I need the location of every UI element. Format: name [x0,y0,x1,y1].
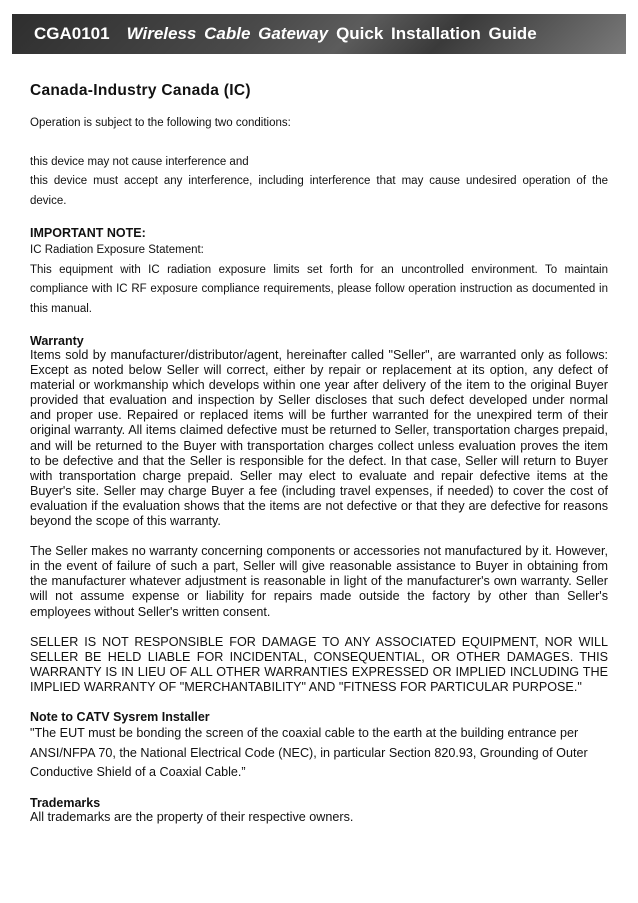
page-header-banner [12,14,626,54]
warranty-heading: Warranty [30,334,84,348]
ic-title: Canada-Industry Canada (IC) [30,82,251,99]
trademarks-body: All trademarks are the property of their respective owners. [30,809,354,824]
warranty-paragraph-1: Items sold by manufacturer/distributor/agent, hereinafter called "Seller", are warranted only as follows: Except as noted below Seller will correct, either by repair or replacement at its option, any defect of material or workmanship which develops within one year after delivery of the item to the original Buyer provided that evaluation and inspection by Seller discloses that such defect developed under normal and proper use. Repaired or replaced items will be further warranted for the unexpired term of their original warranty. All items claimed defective must be returned to Seller, transportation charges prepaid, and will be returned to the Buyer with transportation charges collect unless evaluation proves the item to be defective and that the Seller is responsible for the defect. In that case, Seller will return to Buyer with transportation charge prepaid. Seller may elect to evaluate and repair defective items at the Buyer's site. Seller may charge Buyer a fee (including travel expenses, if needed) to cover the cost of evaluation if the evaluation shows that the items are not defective or that they are defective for reasons beyond the scope of this warranty. [30,348,608,529]
document-body [30,82,608,825]
note-section [30,241,608,319]
warranty-paragraph-3: SELLER IS NOT RESPONSIBLE FOR DAMAGE TO ANY ASSOCIATED EQUIPMENT, NOR WILL SELLER BE HELD LIABLE FOR INCIDENTAL, CONSEQUENTIAL, OR OTHER DAMAGES. THIS WARRANTY IS IN LIEU OF ALL OTHER WARRANTIES EXPRESSED OR IMPLIED INCLUDING THE IMPLIED WARRANTY OF "MERCHANTABILITY" AND "FITNESS FOR PARTICULAR PURPOSE." [30,634,608,694]
catv-body: "The EUT must be bonding the screen of the coaxial cable to the earth at the building entrance per ANSI/NFPA 70, the National Electrical Code (NEC), in particular Section 820.93, Grounding of Outer Conductive Shield of a Coaxial Cable.” [30,725,588,780]
header-product: Wireless Cable Gateway [126,24,329,43]
ic-section [30,114,608,211]
ic-condition-1: this device may not cause interference and [30,155,249,168]
note-subheading: IC Radiation Exposure Statement: [30,244,204,256]
note-heading: IMPORTANT NOTE: [30,226,146,240]
header-model: CGA0101 [34,24,110,43]
note-body: This equipment with IC radiation exposure limits set forth for an uncontrolled environment. To maintain compliance with IC RF exposure compliance requirements, please follow operation instruction as documented in this manual. [30,263,608,315]
ic-condition-2: this device must accept any interference, including interference that may cause undesired operation of the device. [30,175,608,207]
ic-intro: Operation is subject to the following two conditions: [30,117,291,129]
trademarks-heading: Trademarks [30,795,101,810]
catv-heading: Note to CATV Sysrem Installer [30,709,210,724]
header-guide: Quick Installation Guide [336,24,537,43]
warranty-paragraph-2: The Seller makes no warranty concerning components or accessories not manufactured by it. However, in the event of failure of such a part, Seller will give reasonable assistance to Buyer in obtaining from the manufacturer whatever adjustment is reasonable in light of the manufacturer's own warranty. Seller will not assume expense or liability for repairs made outside the factory by other than Seller's employees without Seller's written consent. [30,544,608,619]
